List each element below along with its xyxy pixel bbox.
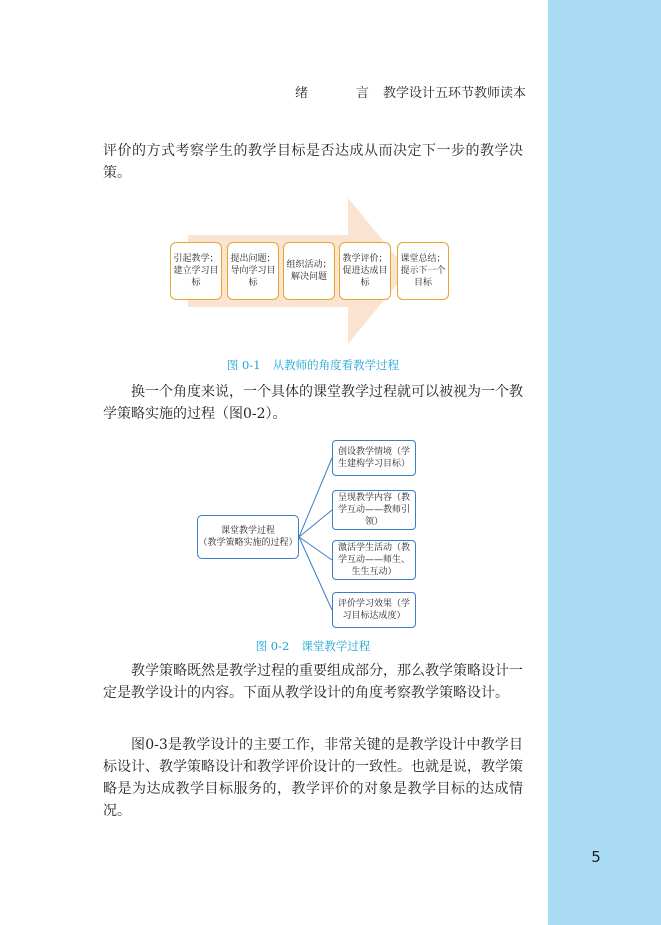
- step-box-1: 引起教学；建立学习目标: [170, 242, 222, 300]
- page-number: 5: [591, 848, 601, 866]
- paragraph-1: 评价的方式考察学生的教学目标是否达成从而决定下一步的教学决策。: [103, 143, 523, 181]
- figure2-number: 图 0-2: [255, 639, 290, 653]
- side-color-band: [548, 0, 661, 925]
- paragraph-2: 换一个角度来说，一个具体的课堂教学过程就可以被视为一个教学策略实施的过程（图0-2）。: [103, 384, 523, 422]
- figure1-number: 图 0-1: [226, 358, 261, 372]
- figure1-title: 从教师的角度看教学过程: [272, 358, 400, 372]
- header-section-a: 绪: [294, 86, 308, 101]
- figure2-caption: [103, 638, 523, 654]
- step-box-3: 组织活动；解决问题: [283, 242, 335, 300]
- tree-leaf-1: 创设教学情境（学生建构学习目标）: [332, 440, 416, 476]
- figure1-caption: [103, 357, 523, 373]
- header-book-title: 教学设计五环节教师读本: [382, 86, 526, 101]
- step-box-4: 教学评价；促进达成目标: [339, 242, 391, 300]
- header-section-b: 言: [355, 86, 369, 101]
- tree-root-node: [197, 515, 299, 559]
- figure-teaching-process: [168, 195, 453, 350]
- tree-root-line2: （教学策略实施的过程）: [198, 538, 298, 548]
- step-box-2: 提出问题；导向学习目标: [227, 242, 279, 300]
- tree-leaf-4: 评价学习效果（学习目标达成度）: [332, 592, 416, 628]
- running-header: [295, 82, 526, 101]
- tree-root-line1: 课堂教学过程: [220, 526, 275, 536]
- figure2-title: 课堂教学过程: [301, 639, 371, 653]
- paragraph-3: 教学策略既然是教学过程的重要组成部分，那么教学策略设计一定是教学设计的内容。下面从教学设计的角度考察教学策略设计。: [103, 663, 523, 701]
- paragraph-4: 图0-3是教学设计的主要工作，非常关键的是教学设计中教学目标设计、教学策略设计和教学评价设计的一致性。也就是说，教学策略是为达成教学目标服务的，教学评价的对象是教学目标的达成情况。: [103, 737, 523, 819]
- tree-leaf-3: 激活学生活动（教学互动——师生、生生互动）: [332, 540, 416, 580]
- figure-classroom-process: [195, 438, 420, 633]
- tree-leaf-2: 呈现教学内容（教学互动——教师引领）: [332, 490, 416, 530]
- step-box-5: 课堂总结；提示下一个目标: [397, 242, 449, 300]
